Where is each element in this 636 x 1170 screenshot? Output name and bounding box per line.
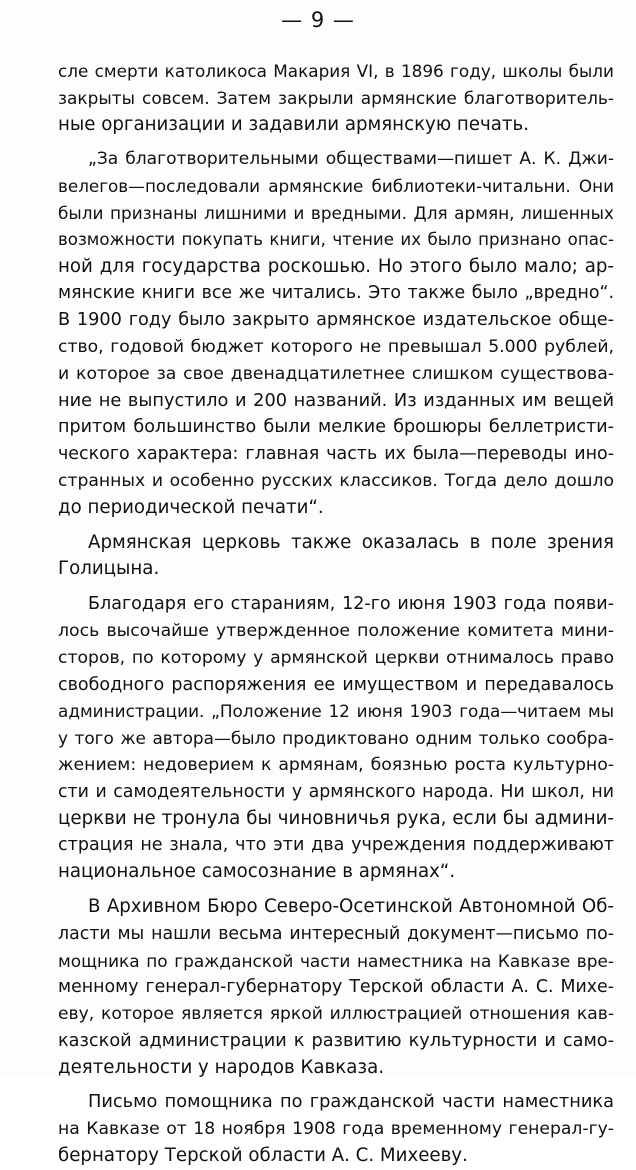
text-line: странных и особенно русских классиков. Тогда дело дошло — [58, 470, 614, 491]
text-line: до периодической печати“. — [58, 496, 324, 518]
text-line: закрыты совсем. Затем закрыли армянские благотворитель- — [58, 87, 614, 108]
text-line: ной для государства роскошью. Но этого было мало; ар- — [58, 255, 614, 277]
body-text — [58, 58, 614, 1170]
text-line: администрации. „Положение 12 июня 1903 года—читаем мы — [58, 701, 614, 722]
paragraph — [58, 591, 614, 886]
paragraph — [58, 530, 614, 584]
text-line: ческого характера: главная часть их была—переводы ино- — [58, 444, 614, 465]
text-line: страция не знала, что эти два учреждения поддерживают — [58, 835, 614, 856]
text-line: и которое за свое двенадцатилетнее слишком существова- — [58, 363, 614, 384]
text-line: церкви не тронула бы чиновничья рука, если бы админи- — [58, 807, 614, 829]
text-line: свободного распоряжения ее имуществом и передавалось — [58, 674, 614, 695]
text-line: жением: недоверием к армянам, боязнью роста культурно- — [58, 754, 614, 775]
text-line: притом большинство были мелкие брошюры беллетристи- — [58, 417, 614, 438]
paragraph — [58, 894, 614, 1082]
text-line: лось высочайше утвержденное положение комитета мини- — [58, 620, 614, 641]
text-line: казской администрации к развитию культурности и само- — [58, 1030, 614, 1051]
paragraph — [58, 58, 614, 138]
text-line: ласти мы нашли весьма интересный документ—письмо по- — [58, 923, 614, 944]
text-line: Голицына. — [58, 558, 160, 580]
text-line: еву, которое является яркой иллюстрацией отношения кав- — [58, 1004, 614, 1025]
text-line: ство, годовой бюджет которого не превышал 5.000 рублей, — [58, 336, 614, 357]
text-line: велегов—последовали армянские библиотеки-читальни. Они — [58, 176, 614, 197]
paragraph — [58, 146, 614, 521]
text-line: В Архивном Бюро Северо-Осетинской Автономной Об- — [88, 895, 614, 917]
text-line: менному генерал-губернатору Терской области А. С. Михе- — [58, 977, 614, 998]
page-number: — 9 — — [281, 8, 355, 32]
text-line: были признаны лишними и вредными. Для армян, лишенных — [58, 202, 614, 223]
text-line: ные организации и задавили армянскую печать. — [58, 113, 529, 135]
text-line: сторов, по которому у армянской церкви отнималось право — [58, 647, 614, 668]
text-line: мянские книги все же читались. Это также было „вредно“. — [58, 283, 614, 304]
text-line: деятельности у народов Кавказа. — [58, 1056, 385, 1078]
text-line: В 1900 году было закрыто армянское издательское обще- — [58, 310, 614, 331]
text-line: „За благотворительными обществами—пишет А. К. Джи- — [88, 149, 614, 170]
text-line: Армянская церковь также оказалась в поле зрения — [88, 531, 614, 553]
text-line: бернатору Терской области А. С. Михееву. — [58, 1145, 468, 1167]
text-line: сти и самодеятельности у армянского народа. Ни школ, ни — [58, 781, 614, 802]
paragraph — [58, 1089, 614, 1169]
text-line: Письмо помощника по гражданской части наместника — [88, 1092, 614, 1113]
text-line: сле смерти католикоса Макария VI, в 1896 году, школы были — [58, 61, 614, 81]
text-line: у того же автора—было продиктовано одним только сообра- — [58, 728, 614, 749]
text-line: Благодаря его стараниям, 12-го июня 1903 года появи- — [88, 594, 614, 615]
text-line: возможности покупать книги, чтение их было признано опас- — [58, 229, 614, 249]
text-line: ние не выпустило и 200 названий. Из изданных им вещей — [58, 389, 614, 411]
text-line: на Кавказе от 18 ноября 1908 года временному генерал-гу- — [58, 1119, 614, 1140]
text-line: мощника по гражданской части наместника на Кавказе вре- — [58, 950, 614, 971]
text-line: национальное самосознание в армянах“. — [58, 861, 456, 883]
